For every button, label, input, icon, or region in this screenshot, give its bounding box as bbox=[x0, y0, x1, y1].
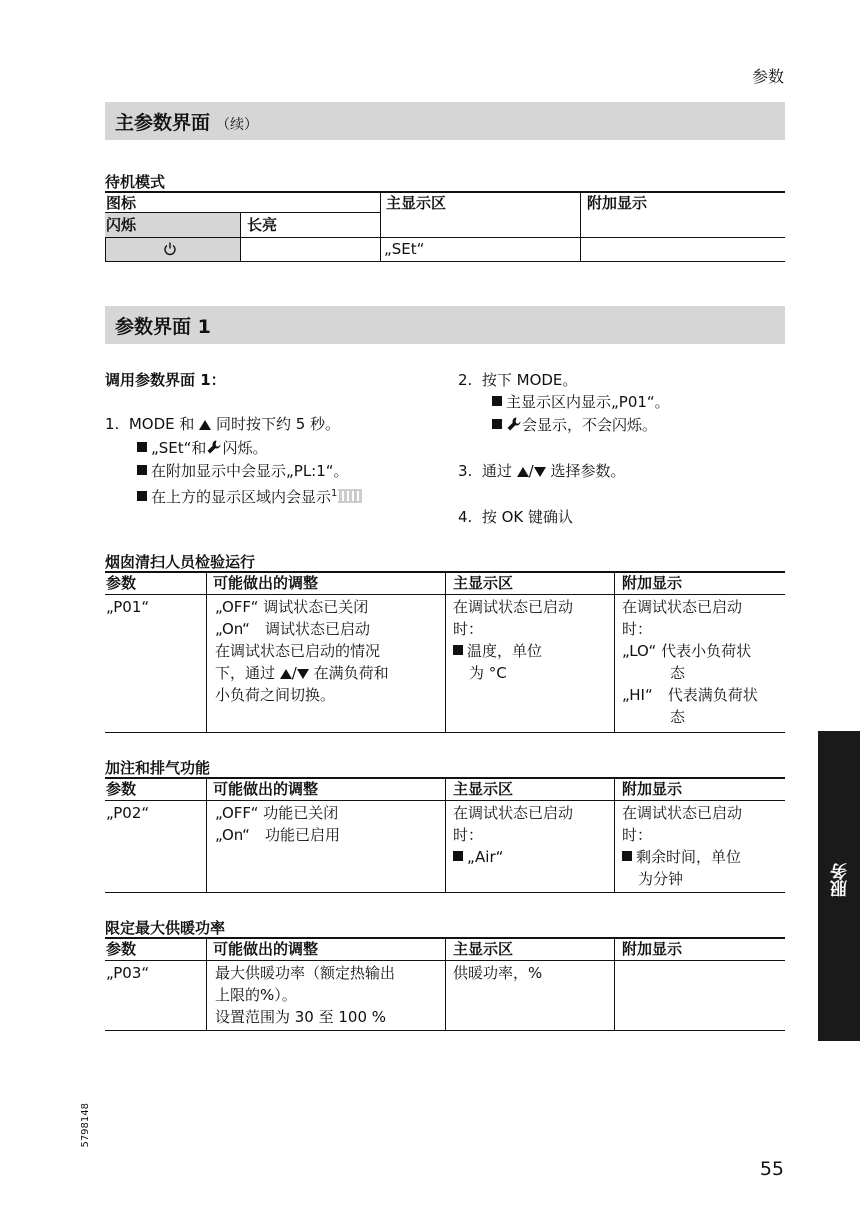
bullet-icon bbox=[453, 851, 463, 861]
up-arrow-icon bbox=[280, 669, 292, 679]
icon-header: 图标 bbox=[106, 194, 137, 212]
adjust-text: „OFF“ 调试状态已关闭 „On“ 调试状态已启动 在调试状态已启动的情况 下，通过 / 在满负荷和 小负荷之间切换。 bbox=[215, 598, 389, 704]
page-number: 55 bbox=[759, 1158, 784, 1180]
main-display-header: 主显示区 bbox=[453, 574, 514, 592]
extra-display-text: 在调试状态已启动 时： „LO“ 代表小负荷状 态 „HI“ 代表满负荷状 态 bbox=[622, 598, 758, 726]
bullet-icon bbox=[137, 465, 147, 475]
call-param1-title: 调用参数界面 1： bbox=[105, 371, 226, 389]
adjust-header: 可能做出的调整 bbox=[213, 780, 319, 798]
step-4: 4. 按 OK 键确认 bbox=[458, 508, 574, 526]
step-1: 1. MODE 和 同时按下约 5 秒。 bbox=[105, 415, 341, 433]
param-code: „P03“ bbox=[106, 964, 150, 982]
step-1-bullet-1: „SEt“和 闪烁。 bbox=[137, 437, 267, 459]
footnote-1: 1 bbox=[331, 488, 338, 499]
step-2-bullet-2: 会显示，不会闪烁。 bbox=[492, 414, 657, 436]
fill-vent-title: 加注和排气功能 bbox=[105, 759, 211, 777]
param1-title: 参数界面 1 bbox=[115, 316, 211, 338]
step-2-num: 2. bbox=[458, 371, 473, 389]
up-arrow-icon bbox=[199, 420, 211, 430]
adjust-text: „OFF“ 功能已关闭 „On“ 功能已启用 bbox=[215, 804, 340, 844]
main-params-title: 主参数界面 （续） bbox=[115, 112, 259, 134]
param-code: „P02“ bbox=[106, 804, 150, 822]
wrench-icon bbox=[506, 416, 522, 432]
param-code: „P01“ bbox=[106, 598, 150, 616]
down-arrow-icon bbox=[534, 467, 546, 477]
blink-header: 闪烁 bbox=[106, 216, 137, 234]
main-display-header: 主显示区 bbox=[453, 940, 514, 958]
bullet-icon bbox=[453, 645, 463, 655]
bullet-icon bbox=[492, 396, 502, 406]
down-arrow-icon bbox=[297, 669, 309, 679]
adjust-header: 可能做出的调整 bbox=[213, 574, 319, 592]
step-1-bullet-2: 在附加显示中会显示„PL:1“。 bbox=[137, 460, 349, 482]
extra-display-header: 附加显示 bbox=[622, 574, 683, 592]
extra-display-header: 附加显示 bbox=[622, 940, 683, 958]
wrench-icon bbox=[206, 439, 222, 455]
extra-display-header: 附加显示 bbox=[622, 780, 683, 798]
main-params-band bbox=[105, 102, 785, 140]
main-display-header: 主显示区 bbox=[386, 194, 447, 212]
service-side-tab bbox=[818, 731, 860, 1041]
bullet-icon bbox=[137, 491, 147, 501]
document-number: 5798148 bbox=[80, 1103, 91, 1148]
param-header: 参数 bbox=[106, 940, 137, 958]
step-1-bullet-3: 在上方的显示区域内会显示$^1$ bbox=[137, 483, 363, 508]
max-heating-title: 限定最大供暖功率 bbox=[105, 919, 226, 937]
main-display-text: 在调试状态已启动 时： „Air“ bbox=[453, 804, 574, 866]
adjust-text: 最大供暖功率（额定热输出 上限的%）。 设置范围为 30 至 100 % bbox=[215, 964, 396, 1026]
step-4-num: 4. bbox=[458, 508, 473, 526]
param-header: 参数 bbox=[106, 574, 137, 592]
standby-main-value: „SEt“ bbox=[384, 240, 425, 258]
standby-title: 待机模式 bbox=[105, 173, 166, 191]
section-label: 参数 bbox=[751, 67, 784, 86]
chimney-test-title: 烟囱清扫人员检验运行 bbox=[105, 553, 256, 571]
bullet-icon bbox=[137, 442, 147, 452]
main-params-subtitle: （续） bbox=[216, 117, 259, 133]
param1-band bbox=[105, 306, 785, 344]
service-tab-label: 服务 bbox=[831, 863, 851, 897]
main-display-text: 在调试状态已启动 时： 温度，单位 为 °C bbox=[453, 598, 574, 682]
adjust-header: 可能做出的调整 bbox=[213, 940, 319, 958]
step-1-num: 1. bbox=[105, 415, 120, 433]
up-arrow-icon bbox=[517, 467, 529, 477]
power-icon bbox=[163, 241, 177, 256]
radiator-icon bbox=[337, 488, 363, 504]
step-2-bullet-1: 主显示区内显示„P01“。 bbox=[492, 391, 670, 413]
extra-display-text: 在调试状态已启动 时： 剩余时间，单位 为分钟 bbox=[622, 804, 743, 888]
bullet-icon bbox=[622, 851, 632, 861]
step-2: 2. 按下 MODE。 bbox=[458, 371, 578, 389]
step-3-num: 3. bbox=[458, 462, 473, 480]
step-3: 3. 通过 / 选择参数。 bbox=[458, 462, 626, 480]
bullet-icon bbox=[492, 419, 502, 429]
steady-header: 长亮 bbox=[247, 216, 278, 234]
param-header: 参数 bbox=[106, 780, 137, 798]
main-display-text: 供暖功率，% bbox=[453, 964, 543, 982]
extra-display-header: 附加显示 bbox=[587, 194, 648, 212]
main-display-header: 主显示区 bbox=[453, 780, 514, 798]
